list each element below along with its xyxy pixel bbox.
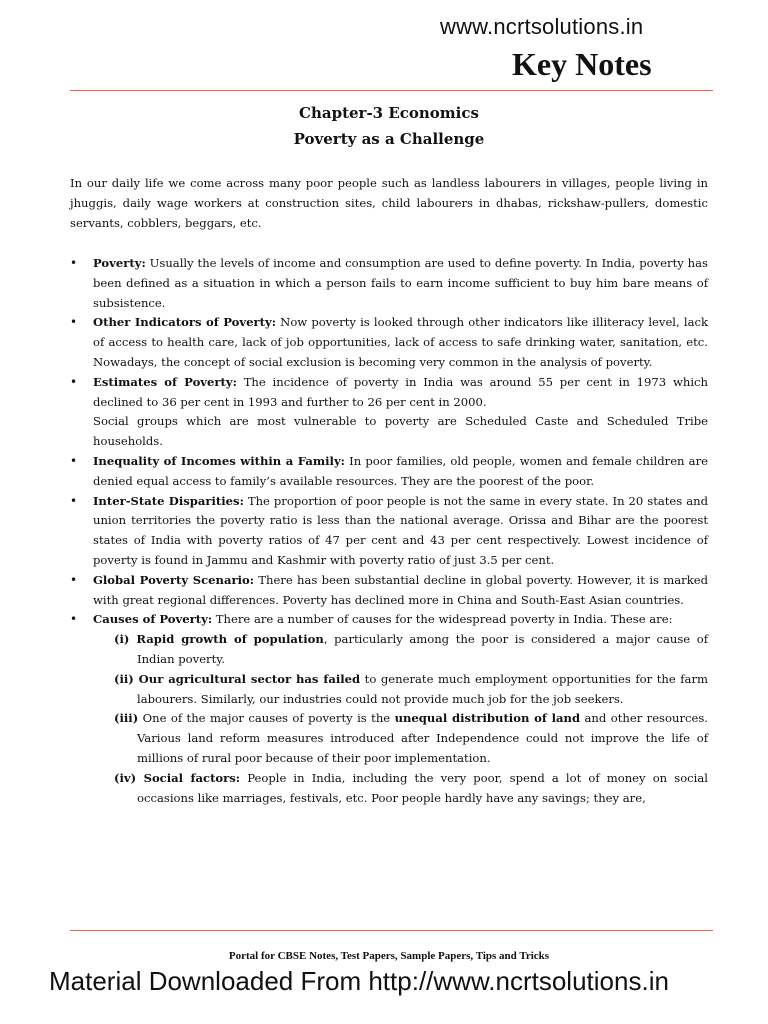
cause-number: (iii)	[114, 711, 139, 726]
bullet-term: Global Poverty Scenario:	[93, 572, 255, 587]
bullet-text: The proportion of poor people is not the same in every state. In 20 states and union territories the poverty ratio is less than the national average. Orissa and Bihar are the poorest states of India with poverty ratios of 47 per cent and 43 per cent respectively. Lowest incidence of poverty is found in Jammu and Kashmir with poverty ratio of just 3.5 per cent.	[93, 493, 709, 567]
bullet-text: Usually the levels of income and consumption are used to define poverty. In India, poverty has been defined as a situation in which a person fails to earn income sufficient to buy him bare means of subsistence.	[93, 256, 708, 310]
bullet-text: There has been substantial decline in global poverty. However, it is marked with great regional differences. Poverty has declined more in China and South-East Asian countries.	[93, 572, 708, 607]
cause-number: (i)	[114, 632, 130, 647]
intro-paragraph: In our daily life we come across many poor people such as landless labourers in villages, people living in jhuggis, daily wage workers at construction sites, child labourers in dhabas, rickshaw-pullers, domestic servants, cobblers, beggars, etc.	[70, 176, 708, 230]
cause-pre-text: One of the major causes of poverty is the	[138, 711, 395, 726]
cause-bold: unequal distribution of land	[394, 711, 581, 726]
key-notes-heading: Key Notes	[512, 46, 652, 82]
cause-bold: Our agricultural sector has failed	[133, 671, 361, 686]
cause-text: , particularly among the poor is considered a major cause of Indian poverty.	[137, 632, 708, 666]
chapter-subtitle: Poverty as a Challenge	[293, 130, 485, 148]
bullet-causes	[70, 610, 708, 808]
cause-text: People in India, including the very poor, spend a lot of money on social occasions like marriages, festivals, etc. Poor people hardly have any savings; they are,	[137, 770, 708, 805]
chapter-title: Chapter-3 Economics	[299, 104, 479, 122]
bullet-other-indicators	[70, 313, 708, 372]
bullet-inequality	[70, 452, 708, 492]
bullet-poverty	[70, 254, 708, 313]
cause-bold: Social factors:	[136, 770, 241, 785]
bullet-inter-state	[70, 492, 708, 571]
bullet-term: Poverty:	[93, 256, 146, 270]
bullet-term: Other Indicators of Poverty:	[93, 315, 277, 330]
cause-text: and other resources. Various land reform measures introduced after Independence could not improve the life of millions of rural poor because of their poor implementation.	[137, 711, 708, 765]
bullet-text: There are a number of causes for the widespread poverty in India. These are:	[212, 612, 673, 627]
cause-item	[114, 670, 708, 710]
bullet-term: Inequality of Incomes within a Family:	[93, 453, 345, 468]
bullet-global	[70, 571, 708, 611]
bullet-estimates	[70, 373, 708, 452]
download-link[interactable]: Material Downloaded From http://www.ncrtsolutions.in	[49, 966, 669, 996]
bullet-term: Causes of Poverty:	[93, 612, 213, 627]
bullet-text: In poor families, old people, women and female children are denied equal access to family’s available resources. They are the poorest of the poor.	[93, 453, 708, 488]
cause-item	[114, 709, 708, 768]
bullet-list	[70, 254, 708, 808]
bullet-term: Estimates of Poverty:	[93, 374, 237, 389]
header-divider	[70, 90, 713, 91]
cause-number: (iv)	[114, 770, 137, 785]
cause-item	[114, 630, 708, 670]
bullet-text: Now poverty is looked through other indicators like illiteracy level, lack of access to health care, lack of job opportunities, lack of access to safe drinking water, sanitation, etc. Nowadays, the concept of social exclusion is becoming very common in the analysis of poverty.	[93, 315, 708, 369]
site-url: www.ncrtsolutions.in	[440, 14, 644, 39]
cause-item	[114, 769, 708, 809]
footer-divider	[70, 930, 713, 931]
bullet-extra-text: Social groups which are most vulnerable to poverty are Scheduled Caste and Scheduled Tribe households.	[93, 414, 708, 449]
bullet-term: Inter-State Disparities:	[93, 493, 244, 508]
bullet-text: The incidence of poverty in India was around 55 per cent in 1973 which declined to 36 per cent in 1993 and further to 26 per cent in 2000.	[93, 374, 709, 409]
cause-number: (ii)	[114, 671, 134, 686]
cause-text: to generate much employment opportunities for the farm labourers. Similarly, our industries could not provide much job for the job seekers.	[137, 671, 708, 706]
cause-bold: Rapid growth of population	[129, 632, 324, 647]
portal-footer: Portal for CBSE Notes, Test Papers, Sample Papers, Tips and Tricks	[228, 950, 550, 962]
